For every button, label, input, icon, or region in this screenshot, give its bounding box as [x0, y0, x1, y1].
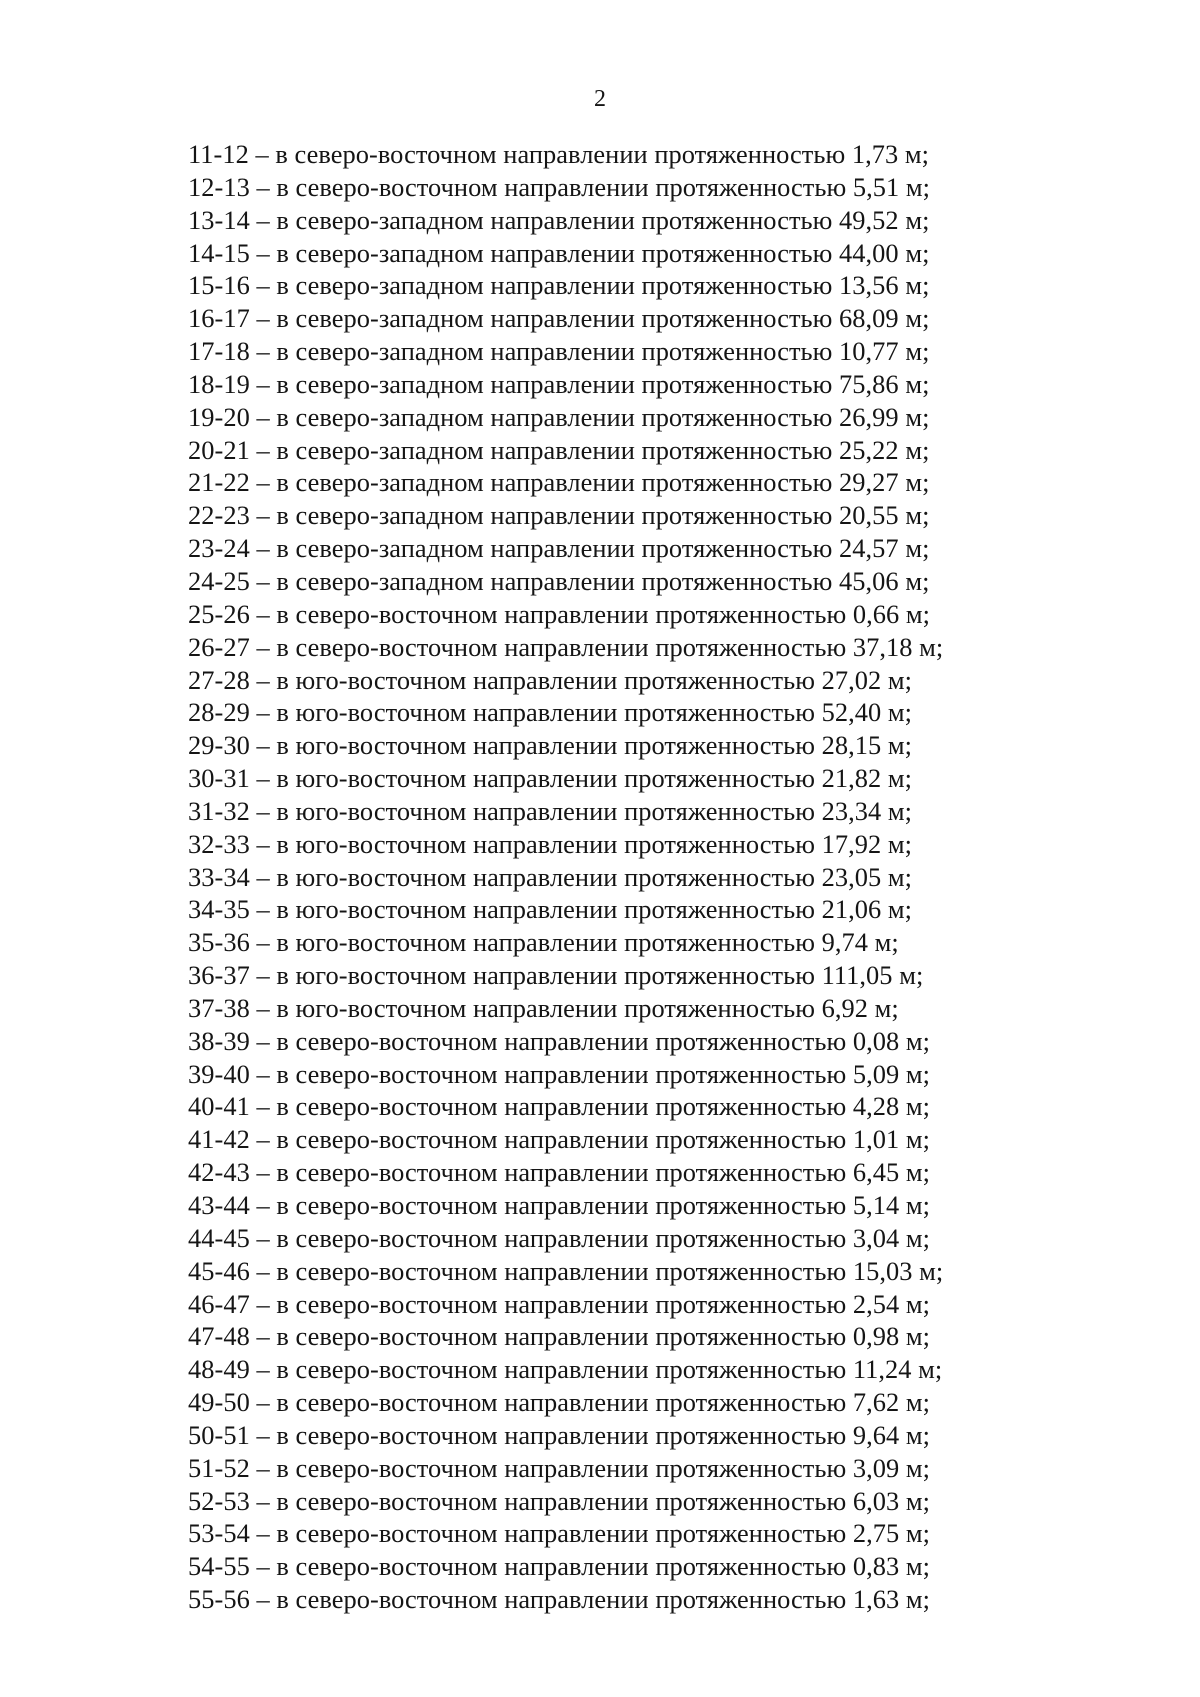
boundary-segment-line: 43-44 – в северо-восточном направлении протяженностью 5,14 м; [188, 1190, 931, 1220]
boundary-segment-line: 47-48 – в северо-восточном направлении протяженностью 0,98 м; [188, 1321, 931, 1352]
boundary-segment-line: 34-35 – в юго-восточном направлении протяженностью 21,06 м; [188, 894, 913, 925]
boundary-segment-line: 30-31 – в юго-восточном направлении протяженностью 21,82 м; [188, 763, 913, 794]
boundary-segment-line: 39-40 – в северо-восточном направлении протяженностью 5,09 м; [188, 1058, 931, 1089]
boundary-segment-line: 49-50 – в северо-восточном направлении протяженностью 7,62 м; [188, 1387, 931, 1418]
boundary-segment-line: 52-53 – в северо-восточном направлении протяженностью 6,03 м; [188, 1485, 931, 1516]
boundary-segment-line: 33-34 – в юго-восточном направлении протяженностью 23,05 м; [188, 861, 913, 892]
boundary-segment-line: 40-41 – в северо-восточном направлении протяженностью 4,28 м; [188, 1091, 931, 1122]
boundary-segment-line: 53-54 – в северо-восточном направлении протяженностью 2,75 м; [188, 1518, 931, 1549]
boundary-segment-line: 26-27 – в северо-восточном направлении протяженностью 37,18 м; [188, 631, 944, 662]
boundary-segment-line: 50-51 – в северо-восточном направлении протяженностью 9,64 м; [188, 1419, 931, 1450]
boundary-segment-line: 48-49 – в северо-восточном направлении протяженностью 11,24 м; [188, 1354, 943, 1385]
boundary-segment-line: 38-39 – в северо-восточном направлении протяженностью 0,08 м; [188, 1025, 931, 1056]
boundary-segment-line: 18-19 – в северо-западном направлении протяженностью 75,86 м; [188, 368, 930, 399]
boundary-segment-line: 19-20 – в северо-западном направлении протяженностью 26,99 м; [188, 401, 930, 432]
boundary-segment-line: 46-47 – в северо-восточном направлении протяженностью 2,54 м; [188, 1288, 931, 1319]
boundary-segment-line: 29-30 – в юго-восточном направлении протяженностью 28,15 м; [188, 730, 913, 761]
boundary-segment-line: 14-15 – в северо-западном направлении протяженностью 44,00 м; [188, 237, 930, 268]
boundary-segment-line: 27-28 – в юго-восточном направлении протяженностью 27,02 м; [188, 664, 913, 695]
boundary-segment-line: 51-52 – в северо-восточном направлении протяженностью 3,09 м; [188, 1452, 931, 1483]
boundary-segment-line: 20-21 – в северо-западном направлении протяженностью 25,22 м; [188, 434, 930, 465]
boundary-segment-line: 44-45 – в северо-восточном направлении протяженностью 3,04 м; [188, 1222, 931, 1253]
boundary-segment-line: 25-26 – в северо-восточном направлении протяженностью 0,66 м; [188, 598, 931, 629]
boundary-segment-line: 12-13 – в северо-восточном направлении протяженностью 5,51 м; [188, 171, 931, 202]
boundary-segment-line: 55-56 – в северо-восточном направлении протяженностью 1,63 м; [188, 1584, 931, 1615]
boundary-segment-line: 45-46 – в северо-восточном направлении протяженностью 15,03 м; [188, 1255, 944, 1286]
boundary-segment-line: 15-16 – в северо-западном направлении протяженностью 13,56 м; [188, 270, 930, 301]
boundary-segment-line: 16-17 – в северо-западном направлении протяженностью 68,09 м; [188, 303, 930, 334]
boundary-segment-line: 28-29 – в юго-восточном направлении протяженностью 52,40 м; [188, 697, 913, 728]
boundary-segment-list [188, 138, 1128, 1616]
boundary-segment-line: 21-22 – в северо-западном направлении протяженностью 29,27 м; [188, 467, 930, 498]
boundary-segment-line: 23-24 – в северо-западном направлении протяженностью 24,57 м; [188, 533, 930, 564]
boundary-segment-line: 41-42 – в северо-восточном направлении протяженностью 1,01 м; [188, 1124, 931, 1155]
boundary-segment-line: 35-36 – в юго-восточном направлении протяженностью 9,74 м; [188, 927, 899, 958]
boundary-segment-line: 54-55 – в северо-восточном направлении протяженностью 0,83 м; [188, 1551, 931, 1582]
boundary-segment-line: 32-33 – в юго-восточном направлении протяженностью 17,92 м; [188, 828, 913, 859]
boundary-segment-line: 11-12 – в северо-восточном направлении протяженностью 1,73 м; [188, 139, 930, 169]
boundary-segment-line: 42-43 – в северо-восточном направлении протяженностью 6,45 м; [188, 1157, 931, 1188]
boundary-segment-line: 36-37 – в юго-восточном направлении протяженностью 111,05 м; [188, 960, 924, 991]
boundary-segment-line: 17-18 – в северо-западном направлении протяженностью 10,77 м; [188, 336, 930, 367]
boundary-segment-line: 13-14 – в северо-западном направлении протяженностью 49,52 м; [188, 204, 930, 235]
boundary-segment-line: 37-38 – в юго-восточном направлении протяженностью 6,92 м; [188, 992, 899, 1023]
boundary-segment-line: 31-32 – в юго-восточном направлении протяженностью 23,34 м; [188, 795, 913, 826]
boundary-segment-line: 22-23 – в северо-западном направлении протяженностью 20,55 м; [188, 500, 930, 531]
page-number: 2 [594, 86, 606, 112]
boundary-segment-line: 24-25 – в северо-западном направлении протяженностью 45,06 м; [188, 565, 930, 596]
